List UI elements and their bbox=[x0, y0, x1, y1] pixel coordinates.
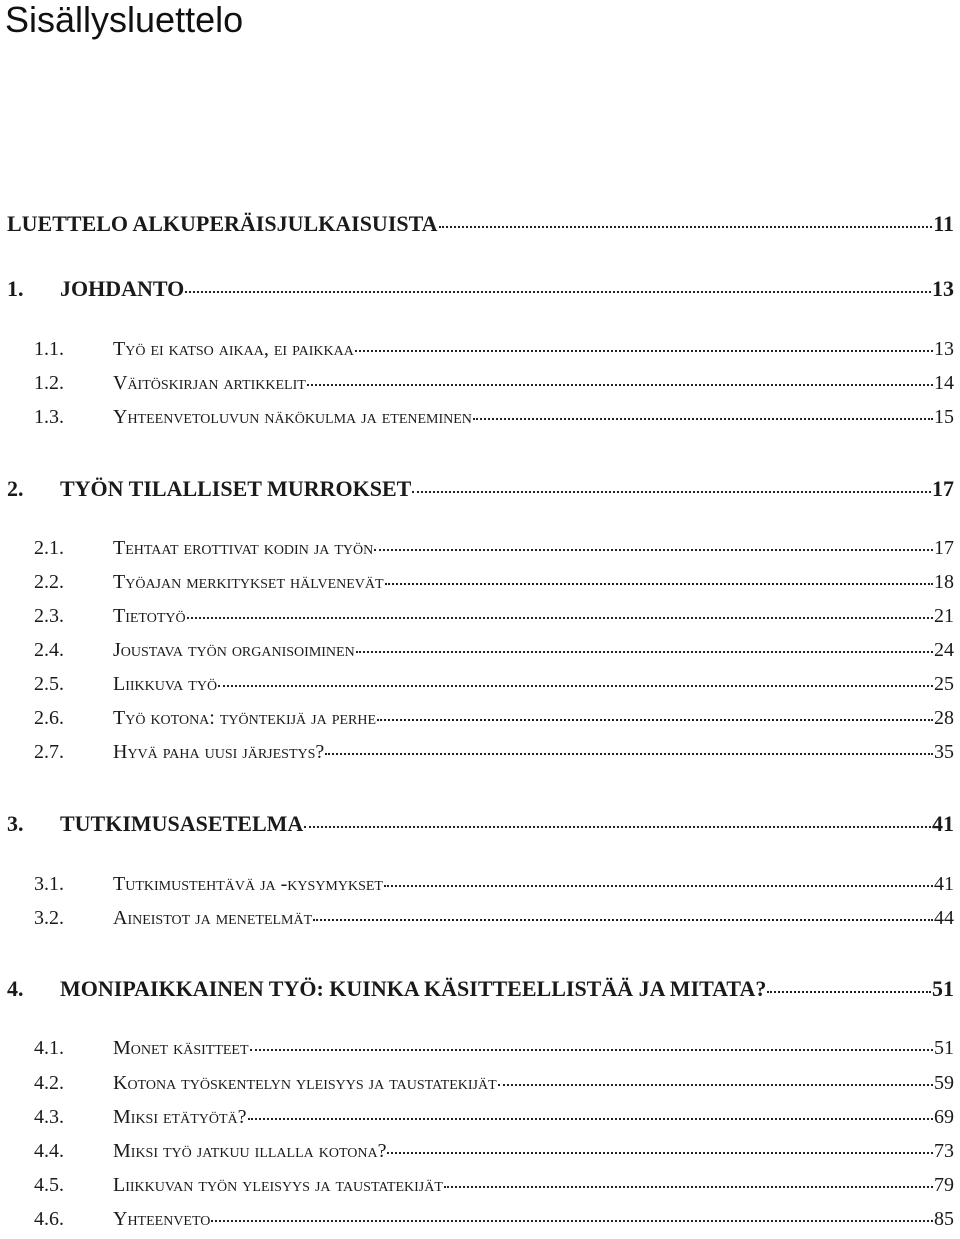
toc-title: Miksi työ jatkuu illalla kotona? bbox=[113, 1140, 387, 1162]
toc-title: Liikkuva työ bbox=[113, 673, 218, 695]
toc-title: MONIPAIKKAINEN TYÖ: KUINKA KÄSITTEELLISTÄÄ JA MITATA? bbox=[60, 976, 767, 1001]
toc-title: Kotona työskentelyn yleisyys ja taustatekijät bbox=[113, 1072, 497, 1094]
dot-leader bbox=[250, 1049, 933, 1051]
dot-leader bbox=[248, 1118, 933, 1120]
dot-leader bbox=[377, 719, 933, 721]
toc-entry-2-4[interactable] bbox=[0, 639, 960, 662]
toc-number: 4. bbox=[7, 976, 24, 1001]
toc-entry-1-3[interactable] bbox=[0, 406, 960, 429]
toc-entry-1[interactable] bbox=[0, 276, 960, 302]
toc-title: Työajan merkitykset hälvenevät bbox=[113, 571, 384, 593]
toc-title: Miksi etätyötä? bbox=[113, 1106, 247, 1128]
toc-title: Monet käsitteet bbox=[113, 1037, 249, 1059]
toc-number: 3. bbox=[7, 811, 24, 836]
toc-page: 14 bbox=[934, 372, 954, 394]
toc-entry-2-6[interactable] bbox=[0, 707, 960, 730]
toc-entry-4-4[interactable] bbox=[0, 1140, 960, 1163]
toc-entry-4-6[interactable] bbox=[0, 1208, 960, 1231]
toc-entry-4-1[interactable] bbox=[0, 1037, 960, 1060]
toc-entry-2-3[interactable] bbox=[0, 605, 960, 628]
dot-leader bbox=[313, 919, 933, 921]
dot-leader bbox=[325, 753, 933, 755]
toc-entry-2-5[interactable] bbox=[0, 673, 960, 696]
toc-page: 73 bbox=[934, 1140, 954, 1162]
dot-leader bbox=[385, 583, 933, 585]
toc-number: 2.5. bbox=[34, 673, 64, 695]
toc-entry-2-2[interactable] bbox=[0, 571, 960, 594]
dot-leader bbox=[218, 685, 933, 687]
toc-page: 24 bbox=[934, 639, 954, 661]
toc-title: Tutkimustehtävä ja -kysymykset bbox=[113, 873, 383, 895]
toc-title: Työ ei katso aikaa, ei paikkaa bbox=[113, 338, 354, 360]
toc-title: Hyvä paha uusi järjestys? bbox=[113, 741, 325, 763]
toc-title: LUETTELO ALKUPERÄISJULKAISUISTA bbox=[7, 211, 438, 236]
dot-leader bbox=[444, 1186, 933, 1188]
dot-leader bbox=[356, 651, 933, 653]
dot-leader bbox=[355, 350, 933, 352]
toc-number: 4.4. bbox=[34, 1140, 64, 1162]
dot-leader bbox=[374, 549, 933, 551]
toc-page: 41 bbox=[932, 811, 954, 836]
toc-page: 79 bbox=[934, 1174, 954, 1196]
toc-page: 21 bbox=[934, 605, 954, 627]
toc-entry-2[interactable] bbox=[0, 476, 960, 502]
toc-page: 18 bbox=[934, 571, 954, 593]
toc-number: 2.4. bbox=[34, 639, 64, 661]
toc-number: 3.2. bbox=[34, 907, 64, 929]
toc-page: 13 bbox=[934, 338, 954, 360]
dot-leader bbox=[304, 826, 931, 828]
toc-number: 4.3. bbox=[34, 1106, 64, 1128]
toc-number: 4.1. bbox=[34, 1037, 64, 1059]
toc-number: 2.3. bbox=[34, 605, 64, 627]
dot-leader bbox=[767, 991, 931, 993]
dot-leader bbox=[439, 226, 933, 228]
toc-page: 51 bbox=[934, 1037, 954, 1059]
toc-entry-4-2[interactable] bbox=[0, 1072, 960, 1095]
toc-page: 15 bbox=[934, 406, 954, 428]
toc-page: 69 bbox=[934, 1106, 954, 1128]
toc-title: Väitöskirjan artikkelit bbox=[113, 372, 306, 394]
toc-page: 44 bbox=[934, 907, 954, 929]
toc-entry-publications[interactable] bbox=[0, 211, 960, 237]
toc-number: 2.1. bbox=[34, 537, 64, 559]
toc-title: JOHDANTO bbox=[60, 276, 185, 301]
dot-leader bbox=[384, 885, 933, 887]
toc-page: 13 bbox=[932, 276, 954, 301]
dot-leader bbox=[211, 1220, 933, 1222]
toc-title: Joustava työn organisoiminen bbox=[113, 639, 355, 661]
toc-number: 2. bbox=[7, 476, 24, 501]
toc-title: Yhteenveto bbox=[113, 1208, 211, 1230]
toc-entry-3[interactable] bbox=[0, 811, 960, 837]
toc-page: 11 bbox=[933, 211, 954, 236]
toc-page: 25 bbox=[934, 673, 954, 695]
toc-page: 41 bbox=[934, 873, 954, 895]
toc-entry-4[interactable] bbox=[0, 976, 960, 1002]
toc-number: 2.2. bbox=[34, 571, 64, 593]
toc-page: 35 bbox=[934, 741, 954, 763]
toc-entry-3-1[interactable] bbox=[0, 873, 960, 896]
dot-leader bbox=[498, 1084, 933, 1086]
toc-entry-1-2[interactable] bbox=[0, 372, 960, 395]
toc-entry-1-1[interactable] bbox=[0, 338, 960, 361]
toc-number: 4.2. bbox=[34, 1072, 64, 1094]
toc-title: Tehtaat erottivat kodin ja työn bbox=[113, 537, 374, 559]
toc-title: Yhteenvetoluvun näkökulma ja eteneminen bbox=[113, 406, 472, 428]
dot-leader bbox=[187, 617, 933, 619]
dot-leader bbox=[307, 384, 933, 386]
dot-leader bbox=[412, 491, 931, 493]
toc-number: 1.1. bbox=[34, 338, 64, 360]
toc-entry-3-2[interactable] bbox=[0, 907, 960, 930]
toc-page: 51 bbox=[932, 976, 954, 1001]
toc-title: TUTKIMUSASETELMA bbox=[60, 811, 304, 836]
dot-leader bbox=[387, 1152, 933, 1154]
toc-entry-2-7[interactable] bbox=[0, 741, 960, 764]
toc-page: 17 bbox=[934, 537, 954, 559]
toc-number: 2.6. bbox=[34, 707, 64, 729]
toc-entry-4-3[interactable] bbox=[0, 1106, 960, 1129]
toc-title: Aineistot ja menetelmät bbox=[113, 907, 313, 929]
toc-title: Työ kotona: työntekijä ja perhe bbox=[113, 707, 377, 729]
toc-number: 1. bbox=[7, 276, 24, 301]
toc-title: Tietotyö bbox=[113, 605, 186, 627]
toc-entry-2-1[interactable] bbox=[0, 537, 960, 560]
toc-entry-4-5[interactable] bbox=[0, 1174, 960, 1197]
toc-number: 3.1. bbox=[34, 873, 64, 895]
page-title: Sisällysluettelo bbox=[5, 0, 244, 40]
toc-number: 1.3. bbox=[34, 406, 64, 428]
toc-title: Liikkuvan työn yleisyys ja taustatekijät bbox=[113, 1174, 443, 1196]
toc-number: 4.6. bbox=[34, 1208, 64, 1230]
toc-number: 2.7. bbox=[34, 741, 64, 763]
toc-page: 85 bbox=[934, 1208, 954, 1230]
dot-leader bbox=[473, 418, 933, 420]
toc-page: 17 bbox=[932, 476, 954, 501]
toc-page: 59 bbox=[934, 1072, 954, 1094]
toc-page: 28 bbox=[934, 707, 954, 729]
toc-number: 4.5. bbox=[34, 1174, 64, 1196]
toc-title: TYÖN TILALLISET MURROKSET bbox=[60, 476, 412, 501]
dot-leader bbox=[185, 291, 931, 293]
toc-number: 1.2. bbox=[34, 372, 64, 394]
